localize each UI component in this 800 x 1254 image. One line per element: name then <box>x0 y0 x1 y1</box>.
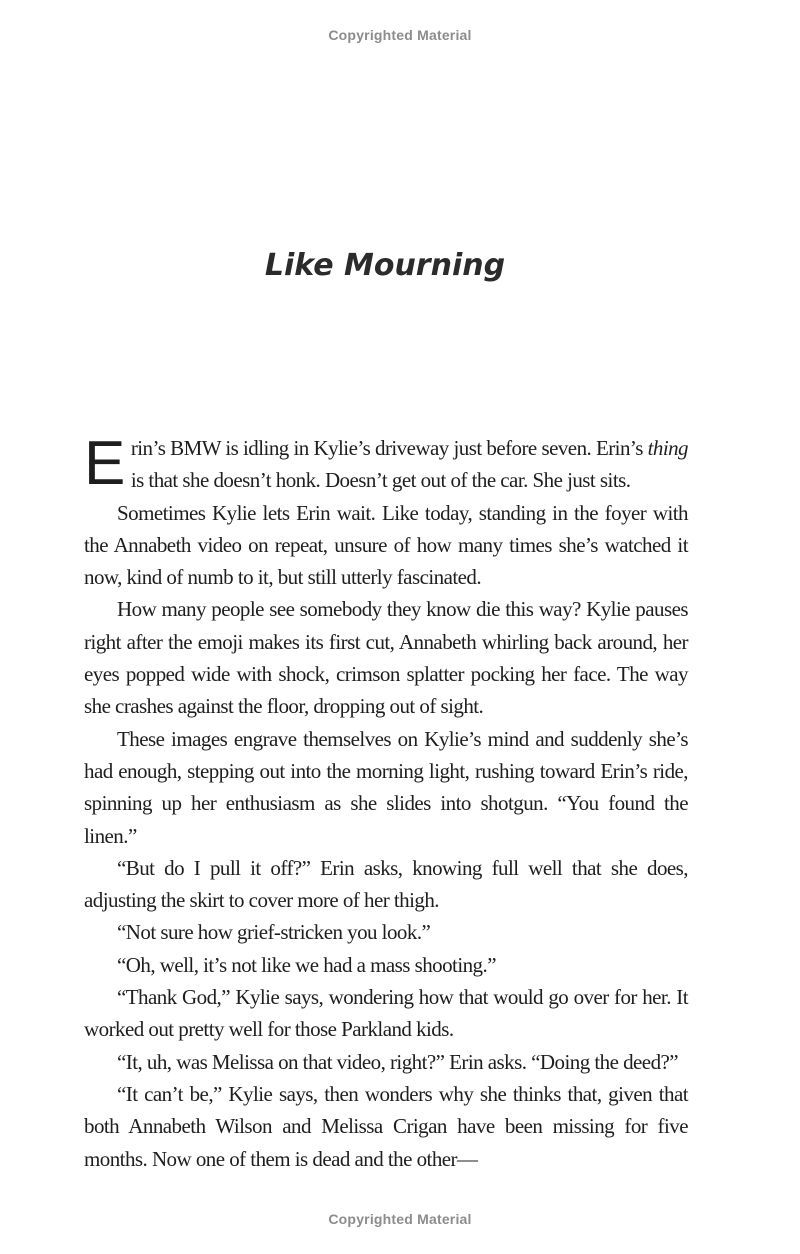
paragraph-6: “Not sure how grief-stricken you look.” <box>117 920 431 945</box>
paragraph-1 <box>84 429 688 498</box>
paragraph-3: How many people see somebody they know die this way? Kylie pauses right after the emoji makes its first cut, Annabeth whirling back around, her eyes popped wide with shock, crimson splatter pocking her face. The way she crashes against the floor, dropping out of sight. <box>84 597 688 719</box>
paragraph-4: These images engrave themselves on Kylie’s mind and suddenly she’s had enough, stepping out into the morning light, rushing toward Erin’s ride, spinning up her enthusiasm as she slides into shotgun. “You found the linen.” <box>84 726 688 848</box>
paragraph-1-text-b: is that she doesn’t honk. Doesn’t get out of the car. She just sits. <box>130 468 631 493</box>
paragraph-1-text-a: rin’s BMW is idling in Kylie’s driveway just before seven. Erin’s <box>130 436 648 460</box>
paragraph-2: Sometimes Kylie lets Erin wait. Like today, standing in the foyer with the Annabeth video on repeat, unsure of how many times she’s watched it now, kind of numb to it, but still utterly fascinated. <box>84 500 688 590</box>
copyright-watermark-bottom: Copyrighted Material <box>328 1211 472 1227</box>
paragraph-5: “But do I pull it off?” Erin asks, knowing full well that she does, adjusting the skirt to cover more of her thigh. <box>84 855 688 913</box>
paragraph-7: “Oh, well, it’s not like we had a mass shooting.” <box>117 952 496 977</box>
chapter-body <box>84 429 688 1175</box>
paragraph-8: “Thank God,” Kylie says, wondering how that would go over for her. It worked out pretty well for those Parkland kids. <box>84 985 688 1042</box>
drop-cap: E <box>84 429 125 498</box>
paragraph-1-emphasis: thing <box>647 436 688 460</box>
chapter-title: Like Mourning <box>264 248 506 283</box>
paragraph-9: “It, uh, was Melissa on that video, right?” Erin asks. “Doing the deed?” <box>117 1049 679 1074</box>
paragraph-10: “It can’t be,” Kylie says, then wonders why she thinks that, given that both Annabeth Wilson and Melissa Crigan have been missing for five months. Now one of them is dead and the other— <box>84 1081 688 1171</box>
copyright-watermark-top: Copyrighted Material <box>328 27 472 43</box>
